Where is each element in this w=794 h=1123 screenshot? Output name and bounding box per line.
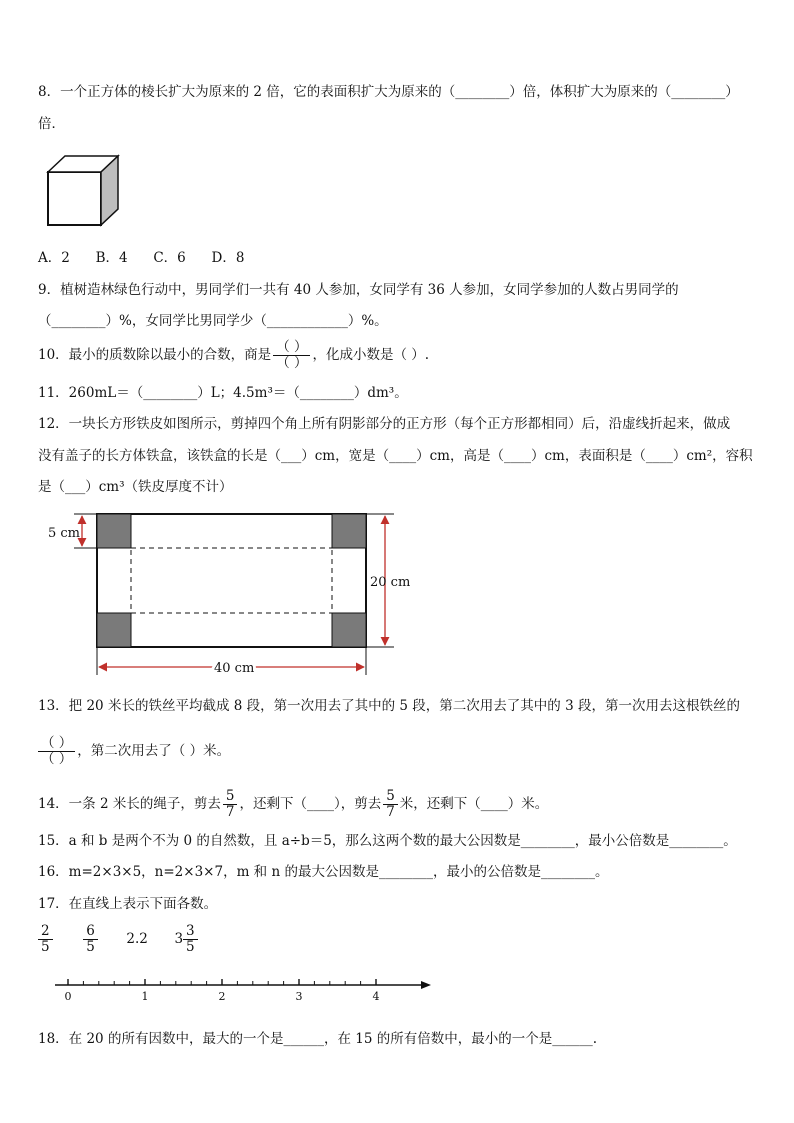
q14-f2-num: 5 <box>383 789 398 805</box>
q13-fraction <box>38 736 75 767</box>
height-label: 20 cm <box>370 575 411 590</box>
q14-fraction-1 <box>223 789 238 820</box>
q13-den: （ ） <box>41 751 73 767</box>
q11-line: 11．260mL＝（________）L；4.5m³＝（________）dm³。 <box>38 385 408 401</box>
q14-fraction-2 <box>383 789 398 820</box>
q13-num: （ ） <box>38 736 75 752</box>
tick-label: 0 <box>64 990 72 1003</box>
q13-line2 <box>38 729 230 773</box>
q17-a-den: 5 <box>41 939 50 955</box>
q9-line2: （________）%，女同学比男同学少（____________）%。 <box>38 313 388 329</box>
q8-line1: 8．一个正方体的棱长扩大为原来的 2 倍，它的表面积扩大为原来的（________）倍，体积扩大为原来的（________） <box>38 84 739 100</box>
q17-a-num: 2 <box>38 924 53 940</box>
q12-line3: 是（___）cm³（铁皮厚度不计） <box>38 479 233 495</box>
q10-num: （ ） <box>273 340 310 356</box>
corner-square <box>332 514 366 548</box>
tick-label: 2 <box>218 990 226 1003</box>
q10-fraction <box>273 340 310 371</box>
q10-after: ，化成小数是（ ）. <box>312 347 430 363</box>
q14-f2-den: 7 <box>386 804 395 820</box>
corner-square <box>97 514 131 548</box>
q17-d-den: 5 <box>186 939 195 955</box>
q17-frac-b <box>83 924 98 955</box>
q8-line2: 倍． <box>38 116 65 132</box>
q16-line: 16．m=2×3×5，n=2×3×7，m 和 n 的最大公因数是________，最小的公倍数是________。 <box>38 864 609 880</box>
sheet-metal-figure <box>40 505 420 680</box>
q17-numbers <box>38 917 200 961</box>
q14-part3: 米，还剩下（____）米。 <box>399 796 549 812</box>
q14-f1-den: 7 <box>225 804 235 820</box>
q17-frac-a <box>38 924 53 955</box>
q17-mixed-whole: 3 <box>174 931 184 947</box>
q17-b-num: 6 <box>83 924 98 940</box>
q12-line1: 12．一块长方形铁皮如图所示，剪掉四个角上所有阴影部分的正方形（每个正方形都相同）后，沿虚线折起来，做成 <box>38 416 731 432</box>
q10-line <box>38 333 429 377</box>
number-line <box>50 976 440 1008</box>
q13-line1: 13．把 20 米长的铁丝平均截成 8 段，第一次用去了其中的 5 段，第二次用去了其中的 3 段，第一次用去这根铁丝的 <box>38 698 740 714</box>
q8-options: A．2 B．4 C．6 D．8 <box>38 250 245 266</box>
corner-size-label: 5 cm <box>48 526 81 541</box>
q14-part2: ，还剩下（____），剪去 <box>239 796 382 812</box>
corner-square <box>97 613 131 647</box>
q14-part1: 14．一条 2 米长的绳子，剪去 <box>38 796 221 812</box>
q14-f1-num: 5 <box>223 789 238 805</box>
width-label: 40 cm <box>214 661 255 676</box>
q15-line: 15．a 和 b 是两个不为 0 的自然数，且 a÷b＝5，那么这两个数的最大公因数是________，最小公倍数是________。 <box>38 833 737 849</box>
q12-line2: 没有盖子的长方体铁盒，该铁盒的长是（___）cm，宽是（____）cm，高是（____）cm，表面积是（____）cm²，容积 <box>38 448 753 464</box>
tick-label: 4 <box>372 990 380 1003</box>
corner-square <box>332 613 366 647</box>
q18-line: 18．在 20 的所有因数中，最大的一个是______，在 15 的所有倍数中，最小的一个是______. <box>38 1031 597 1047</box>
q17-decimal: 2.2 <box>126 931 148 947</box>
q17-d-num: 3 <box>183 924 198 940</box>
tick-label: 1 <box>141 990 149 1003</box>
q17-title: 17．在直线上表示下面各数。 <box>38 896 218 912</box>
cube-figure <box>46 154 122 228</box>
q14-line <box>38 782 548 826</box>
q9-line1: 9．植树造林绿色行动中，男同学们一共有 40 人参加，女同学有 36 人参加，女同学参加的人数占男同学的 <box>38 282 679 298</box>
q10-before: 10．最小的质数除以最小的合数，商是 <box>38 347 272 363</box>
q13-after: ，第二次用去了（ ）米。 <box>77 743 231 759</box>
q17-frac-d <box>183 924 198 955</box>
tick-label: 3 <box>295 990 303 1003</box>
q10-den: （ ） <box>276 355 308 371</box>
q17-b-den: 5 <box>86 939 95 955</box>
